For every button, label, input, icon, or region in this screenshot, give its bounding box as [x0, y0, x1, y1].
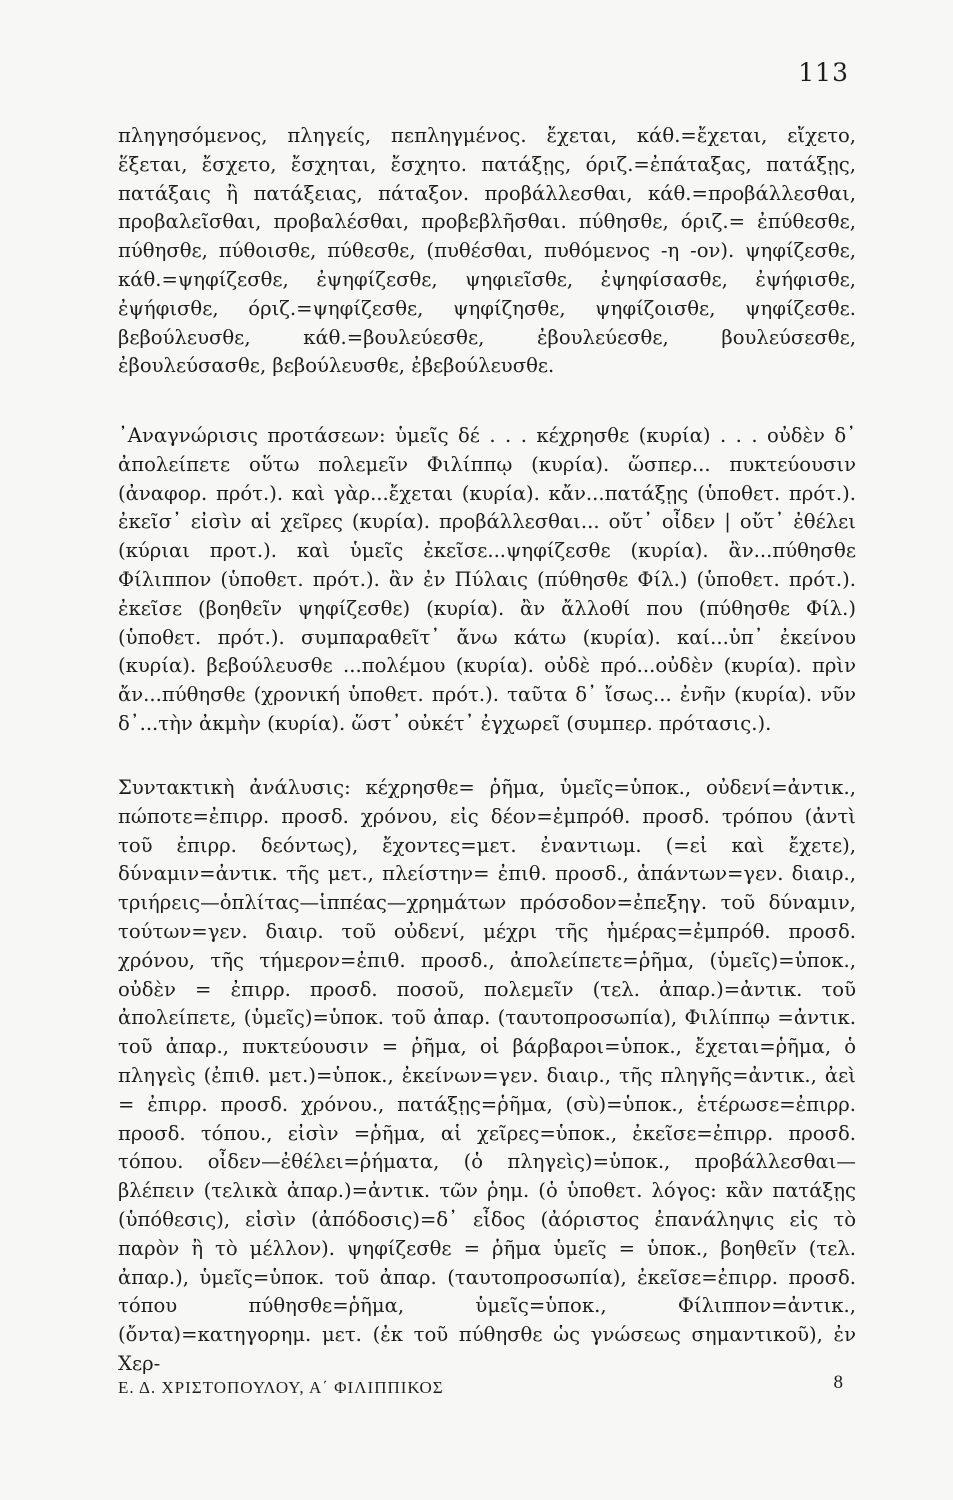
paragraph-clause-recognition: [118, 422, 856, 739]
signature-number: 8: [833, 1372, 843, 1393]
paragraph-verb-forms: [118, 122, 856, 381]
page-footer: [118, 1372, 843, 1400]
paragraph-text: πληγησόμενος, πληγείς, πεπληγμένος. ἔχεται, κάθ.=ἔχεται, εἴχετο, ἕξεται, ἔσχετο, ἔσχηται, ἔσχητο. πατάξῃς, όριζ.=ἐπάταξας, πατάξῃς, πατάξαις ἢ πατάξειας, πάταξον. προβάλλεσθαι, κάθ.=προβάλλεσθαι, προβαλεῖσθαι, προβαλέσθαι, προβεβλῆσθαι. πύθησθε, όριζ.= ἐπύθεσθε, πύθησθε, πύθοισθε, πύθεσθε, (πυθέσθαι, πυθόμενος -η -ον). ψηφίζεσθε, κάθ.=ψηφίζεσθε, ἐψηφίζεσθε, ψηφιεῖσθε, ἐψηφίσασθε, ἐψήφισθε, ἐψήφισθε, όριζ.=ψηφίζεσθε, ψηφίζησθε, ψηφίζοισθε, ψηφίζεσθε. βεβούλευσθε, κάθ.=βουλεύεσθε, ἐβουλεύεσθε, βουλεύσεσθε, ἐβουλεύσασθε, βεβούλευσθε, ἐβεβούλευσθε.: [118, 124, 856, 378]
page-number: 113: [798, 58, 849, 87]
signature-label: Ε. Δ. ΧΡΙΣΤΟΠΟΥΛΟΥ, Α΄ ΦΙΛΙΠΠΙΚΟΣ: [118, 1378, 444, 1397]
paragraph-text: Συντακτικὴ ἀνάλυσις: κέχρησθε= ῥῆμα, ὑμεῖς=ὑποκ., οὐδενί=ἀντικ., πώποτε=ἐπιρρ. προσδ. χρόνου, εἰς δέον=ἐμπρόθ. προσδ. τρόπου (ἀντὶ τοῦ ἐπιρρ. δεόντως), ἔχοντες=μετ. ἐναντιωμ. (=εἰ καὶ ἔχετε), δύναμιν=ἀντικ. τῆς μετ., πλείστην= ἐπιθ. προσδ., ἁπάντων=γεν. διαιρ., τριήρεις—ὁπλίτας—ἱππέας—χρημάτων πρόσοδον=ἐπεξηγ. τοῦ δύναμιν, τούτων=γεν. διαιρ. τοῦ οὐδενί, μέχρι τῆς ἡμέρας=ἐμπρόθ. προσδ. χρόνου, τῆς τήμερον=ἐπιθ. προσδ., ἀπολείπετε=ῥῆμα, (ὑμεῖς)=ὑποκ., οὐδὲν = ἐπιρρ. προσδ. ποσοῦ, πολεμεῖν (τελ. ἀπαρ.)=ἀντικ. τοῦ ἀπολείπετε, (ὑμεῖς)=ὑποκ. τοῦ ἀπαρ. (ταυτοπροσωπία), Φιλίππῳ =ἀντικ. τοῦ ἀπαρ., πυκτεύουσιν = ῥῆμα, οἱ βάρβαροι=ὑποκ., ἔχεται=ῥῆμα, ὁ πληγεὶς (ἐπιθ. μετ.)=ὑποκ., ἐκείνων=γεν. διαιρ., τῆς πληγῆς=ἀντικ., ἀεὶ = ἐπιρρ. προσδ. χρόνου., πατάξῃς=ῥῆμα, (σὺ)=ὑποκ., ἑτέρωσε=ἐπιρρ. προσδ. τόπου., εἰσὶν =ῥῆμα, αἱ χεῖρες=ὑποκ., ἐκεῖσε=ἐπιρρ. προσδ. τόπου. οἶδεν—ἐθέλει=ῥήματα, (ὁ πληγεὶς)=ὑποκ., προβάλλεσθαι—βλέπειν (τελικὰ ἀπαρ.)=ἀντικ. τῶν ῥημ. (ὁ ὑποθετ. λόγος: κἂν πατάξῃς (ὑπόθεσις), εἰσὶν (ἀπόδοσις)=δ᾿ εἶδος (ἀόριστος ἐπανάληψις εἰς τὸ παρὸν ἢ τὸ μέλλον). ψηφίζεσθε = ῥῆμα ὑμεῖς = ὑποκ., βοηθεῖν (τελ. ἀπαρ.), ὑμεῖς=ὑποκ. τοῦ ἀπαρ. (ταυτοπροσωπία), ἐκεῖσε=ἐπιρρ. προσδ. τόπου πύθησθε=ῥῆμα, ὑμεῖς=ὑποκ., Φίλιππον=ἀντικ., (ὄντα)=κατηγορημ. μετ. (ἐκ τοῦ πύθησθε ὡς γνώσεως σημαντικοῦ), ἐν Χερ-: [118, 776, 856, 1375]
paragraph-text: ᾿Αναγνώρισις προτάσεων: ὑμεῖς δέ . . . κέχρησθε (κυρία) . . . οὐδὲν δ᾿ ἀπολείπετε οὕτω πολεμεῖν Φιλίππῳ (κυρία). ὥσπερ... πυκτεύουσιν (ἀναφορ. πρότ.). καὶ γὰρ...ἔχεται (κυρία). κἄν...πατάξῃς (ὑποθετ. πρότ.). ἐκεῖσ᾿ εἰσὶν αἱ χεῖρες (κυρία). προβάλλεσθαι... οὔτ᾿ οἶδεν | οὔτ᾿ ἐθέλει (κύριαι προτ.). καὶ ὑμεῖς ἐκεῖσε...ψηφίζεσθε (κυρία). ἂν...πύθησθε Φίλιππον (ὑποθετ. πρότ.). ἂν ἐν Πύλαις (πύθησθε Φίλ.) (ὑποθετ. πρότ.). ἐκεῖσε (βοηθεῖν ψηφίζεσθε) (κυρία). ἂν ἄλλοθί που (πύθησθε Φίλ.) (ὑποθετ. πρότ.). συμπαραθεῖτ᾿ ἄνω κάτω (κυρία). καί...ὑπ᾿ ἐκείνου (κυρία). βεβούλευσθε ...πολέμου (κυρία). οὐδὲ πρό...οὐδὲν (κυρία). πρὶν ἄν...πύθησθε (χρονική ὑποθετ. πρότ.). ταῦτα δ᾿ ἴσως... ἐνῆν (κυρία). νῦν δ᾿...τὴν ἀκμὴν (κυρία). ὥστ᾿ οὐκέτ᾿ ἐγχωρεῖ (συμπερ. πρότασις.).: [118, 424, 856, 735]
paragraph-syntactic-analysis: [118, 774, 856, 1379]
